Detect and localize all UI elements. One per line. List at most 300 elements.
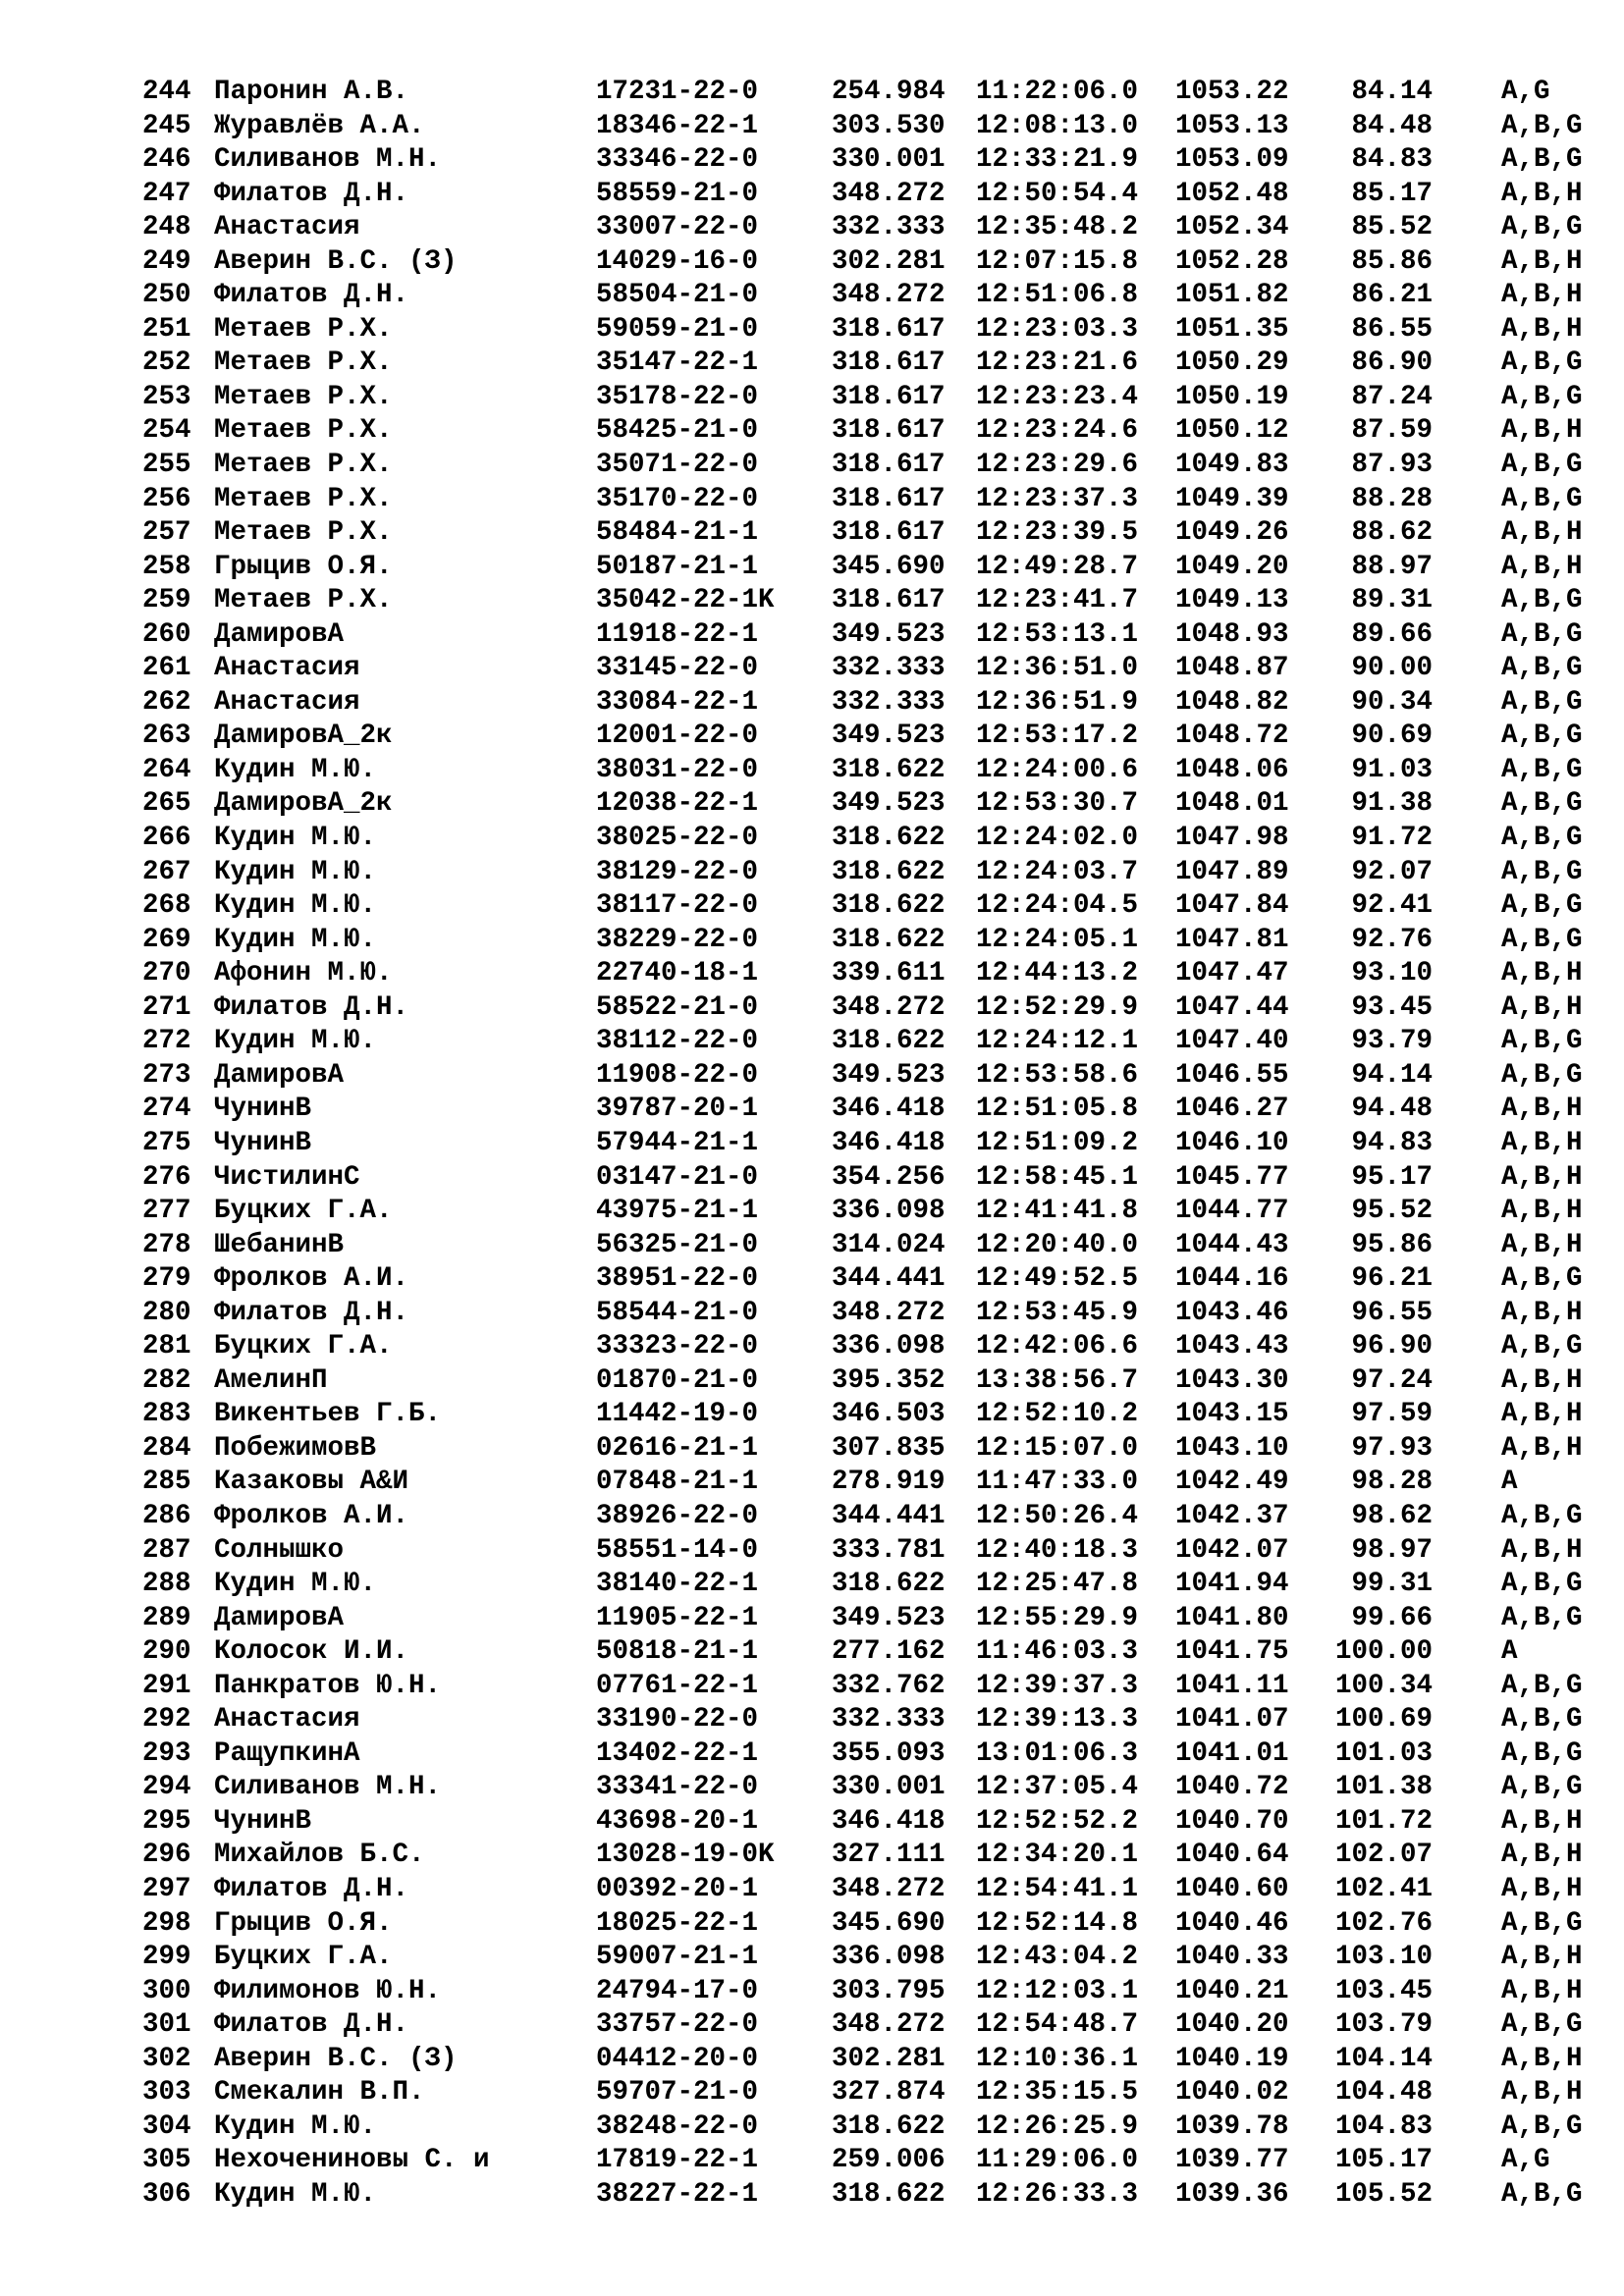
row-speed: 1039.78 bbox=[1175, 2110, 1289, 2142]
row-arrival-time: 12:23:41.7 bbox=[976, 585, 1139, 616]
row-speed: 1047.40 bbox=[1175, 1026, 1289, 1057]
row-arrival-time: 12:36:51.9 bbox=[976, 686, 1139, 718]
table-row bbox=[142, 686, 1583, 721]
row-fancier-name: Нехочениновы С. и bbox=[214, 2145, 490, 2176]
row-distance: 346.418 bbox=[832, 1805, 946, 1837]
row-position: 254 bbox=[142, 415, 191, 447]
row-position: 303 bbox=[142, 2077, 191, 2109]
row-distance: 349.523 bbox=[832, 721, 946, 752]
row-speed: 1053.09 bbox=[1175, 144, 1289, 176]
row-arrival-time: 12:42:06.6 bbox=[976, 1331, 1139, 1362]
row-position: 259 bbox=[142, 585, 191, 616]
row-class-codes: A,B,H bbox=[1501, 313, 1583, 345]
table-row bbox=[142, 2110, 1583, 2145]
table-row bbox=[142, 1059, 1583, 1094]
row-fancier-name: Казаковы А&И bbox=[214, 1467, 409, 1498]
row-ring-number: 02616-21-1 bbox=[596, 1432, 759, 1464]
table-row bbox=[142, 1873, 1583, 1907]
row-class-codes: A,B,G bbox=[1501, 856, 1583, 887]
row-speed: 1048.06 bbox=[1175, 754, 1289, 785]
row-ring-number: 57944-21-1 bbox=[596, 1127, 759, 1158]
table-row bbox=[142, 889, 1583, 924]
row-coefficient: 85.52 bbox=[1335, 212, 1434, 243]
table-row bbox=[142, 143, 1583, 178]
row-distance: 336.098 bbox=[832, 1196, 946, 1227]
row-speed: 1041.94 bbox=[1175, 1569, 1289, 1600]
row-ring-number: 18025-22-1 bbox=[596, 1907, 759, 1939]
row-class-codes: A,B,G bbox=[1501, 1331, 1583, 1362]
row-speed: 1048.72 bbox=[1175, 721, 1289, 752]
row-distance: 332.333 bbox=[832, 212, 946, 243]
row-speed: 1052.34 bbox=[1175, 212, 1289, 243]
row-speed: 1040.60 bbox=[1175, 1873, 1289, 1904]
row-class-codes: A,B,H bbox=[1501, 1840, 1583, 1871]
row-ring-number: 38951-22-0 bbox=[596, 1263, 759, 1295]
row-ring-number: 38031-22-0 bbox=[596, 754, 759, 785]
row-arrival-time: 12:51:05.8 bbox=[976, 1094, 1139, 1125]
row-ring-number: 50818-21-1 bbox=[596, 1636, 759, 1668]
row-coefficient: 102.41 bbox=[1335, 1873, 1434, 1904]
row-coefficient: 90.00 bbox=[1335, 653, 1434, 684]
row-position: 277 bbox=[142, 1196, 191, 1227]
row-fancier-name: ЧунинВ bbox=[214, 1127, 312, 1158]
row-distance: 318.622 bbox=[832, 1026, 946, 1057]
table-row bbox=[142, 584, 1583, 618]
row-speed: 1046.55 bbox=[1175, 1059, 1289, 1091]
table-row bbox=[142, 1568, 1583, 1602]
row-speed: 1040.20 bbox=[1175, 2009, 1289, 2041]
row-ring-number: 17819-22-1 bbox=[596, 2145, 759, 2176]
table-row bbox=[142, 178, 1583, 212]
row-speed: 1042.37 bbox=[1175, 1500, 1289, 1531]
row-distance: 330.001 bbox=[832, 144, 946, 176]
row-speed: 1040.33 bbox=[1175, 1942, 1289, 1973]
row-speed: 1043.30 bbox=[1175, 1364, 1289, 1396]
row-distance: 318.622 bbox=[832, 2110, 946, 2142]
row-class-codes: A,B,H bbox=[1501, 1399, 1583, 1430]
row-position: 261 bbox=[142, 653, 191, 684]
table-row bbox=[142, 1534, 1583, 1569]
table-row bbox=[142, 2076, 1583, 2110]
row-speed: 1040.70 bbox=[1175, 1805, 1289, 1837]
row-ring-number: 58522-21-0 bbox=[596, 991, 759, 1023]
row-class-codes: A bbox=[1501, 1467, 1518, 1498]
table-row bbox=[142, 1195, 1583, 1229]
row-coefficient: 87.93 bbox=[1335, 450, 1434, 481]
row-class-codes: A bbox=[1501, 1636, 1518, 1668]
row-ring-number: 59059-21-0 bbox=[596, 313, 759, 345]
row-speed: 1047.84 bbox=[1175, 890, 1289, 922]
row-distance: 327.111 bbox=[832, 1840, 946, 1871]
row-fancier-name: Метаев Р.Х. bbox=[214, 585, 393, 616]
row-ring-number: 38025-22-0 bbox=[596, 823, 759, 854]
row-coefficient: 99.31 bbox=[1335, 1569, 1434, 1600]
row-coefficient: 92.41 bbox=[1335, 890, 1434, 922]
row-speed: 1049.20 bbox=[1175, 551, 1289, 582]
row-arrival-time: 12:24:00.6 bbox=[976, 754, 1139, 785]
row-arrival-time: 12:50:54.4 bbox=[976, 178, 1139, 209]
row-position: 272 bbox=[142, 1026, 191, 1057]
row-arrival-time: 12:23:23.4 bbox=[976, 381, 1139, 412]
row-coefficient: 103.79 bbox=[1335, 2009, 1434, 2041]
row-coefficient: 102.07 bbox=[1335, 1840, 1434, 1871]
row-speed: 1047.98 bbox=[1175, 823, 1289, 854]
row-coefficient: 99.66 bbox=[1335, 1602, 1434, 1633]
row-coefficient: 105.17 bbox=[1335, 2145, 1434, 2176]
row-class-codes: A,B,H bbox=[1501, 1942, 1583, 1973]
row-arrival-time: 12:53:45.9 bbox=[976, 1297, 1139, 1328]
row-coefficient: 100.00 bbox=[1335, 1636, 1434, 1668]
row-position: 265 bbox=[142, 788, 191, 820]
row-coefficient: 100.69 bbox=[1335, 1704, 1434, 1735]
row-coefficient: 94.14 bbox=[1335, 1059, 1434, 1091]
row-position: 305 bbox=[142, 2145, 191, 2176]
row-coefficient: 84.14 bbox=[1335, 77, 1434, 107]
row-fancier-name: Колосок И.И. bbox=[214, 1636, 409, 1668]
row-position: 289 bbox=[142, 1602, 191, 1633]
row-class-codes: A,B,G bbox=[1501, 450, 1583, 481]
row-speed: 1048.01 bbox=[1175, 788, 1289, 820]
row-fancier-name: Паронин А.В. bbox=[214, 77, 409, 107]
row-fancier-name: ДамировА_2к bbox=[214, 721, 393, 752]
row-coefficient: 88.62 bbox=[1335, 517, 1434, 549]
row-speed: 1051.82 bbox=[1175, 280, 1289, 311]
row-speed: 1046.10 bbox=[1175, 1127, 1289, 1158]
table-row bbox=[142, 1703, 1583, 1737]
row-fancier-name: Филатов Д.Н. bbox=[214, 2009, 409, 2041]
row-distance: 346.418 bbox=[832, 1094, 946, 1125]
row-class-codes: A,B,H bbox=[1501, 178, 1583, 209]
results-table bbox=[142, 76, 1583, 2212]
row-ring-number: 22740-18-1 bbox=[596, 958, 759, 989]
table-row bbox=[142, 381, 1583, 415]
row-position: 299 bbox=[142, 1942, 191, 1973]
row-arrival-time: 13:38:56.7 bbox=[976, 1364, 1139, 1396]
table-row bbox=[142, 1364, 1583, 1399]
row-coefficient: 96.90 bbox=[1335, 1331, 1434, 1362]
row-coefficient: 86.21 bbox=[1335, 280, 1434, 311]
row-fancier-name: Анастасия bbox=[214, 212, 360, 243]
row-arrival-time: 12:52:52.2 bbox=[976, 1805, 1139, 1837]
row-position: 304 bbox=[142, 2110, 191, 2142]
row-position: 249 bbox=[142, 245, 191, 277]
row-position: 294 bbox=[142, 1772, 191, 1803]
row-fancier-name: ДамировА bbox=[214, 1602, 345, 1633]
row-speed: 1040.64 bbox=[1175, 1840, 1289, 1871]
row-coefficient: 97.24 bbox=[1335, 1364, 1434, 1396]
row-speed: 1046.27 bbox=[1175, 1094, 1289, 1125]
row-ring-number: 35147-22-1 bbox=[596, 347, 759, 379]
row-ring-number: 11442-19-0 bbox=[596, 1399, 759, 1430]
row-distance: 318.617 bbox=[832, 313, 946, 345]
row-position: 262 bbox=[142, 686, 191, 718]
row-distance: 277.162 bbox=[832, 1636, 946, 1668]
row-position: 287 bbox=[142, 1534, 191, 1566]
row-coefficient: 91.03 bbox=[1335, 754, 1434, 785]
row-speed: 1050.19 bbox=[1175, 381, 1289, 412]
row-fancier-name: Анастасия bbox=[214, 1704, 360, 1735]
row-fancier-name: Викентьев Г.Б. bbox=[214, 1399, 442, 1430]
row-coefficient: 103.10 bbox=[1335, 1942, 1434, 1973]
row-arrival-time: 12:36:51.0 bbox=[976, 653, 1139, 684]
table-row bbox=[142, 754, 1583, 788]
row-arrival-time: 12:07:15.8 bbox=[976, 245, 1139, 277]
row-ring-number: 56325-21-0 bbox=[596, 1229, 759, 1260]
row-distance: 302.281 bbox=[832, 2043, 946, 2074]
row-position: 244 bbox=[142, 77, 191, 107]
row-class-codes: A,B,G bbox=[1501, 686, 1583, 718]
row-arrival-time: 12:49:28.7 bbox=[976, 551, 1139, 582]
table-row bbox=[142, 551, 1583, 585]
row-class-codes: A,B,H bbox=[1501, 1161, 1583, 1193]
row-class-codes: A,B,G bbox=[1501, 1907, 1583, 1939]
row-position: 271 bbox=[142, 991, 191, 1023]
row-arrival-time: 12:23:03.3 bbox=[976, 313, 1139, 345]
table-row bbox=[142, 991, 1583, 1026]
row-class-codes: A,B,G bbox=[1501, 585, 1583, 616]
row-fancier-name: ДамировА bbox=[214, 1059, 345, 1091]
row-coefficient: 93.10 bbox=[1335, 958, 1434, 989]
row-arrival-time: 12:51:06.8 bbox=[976, 280, 1139, 311]
row-position: 273 bbox=[142, 1059, 191, 1091]
row-position: 291 bbox=[142, 1670, 191, 1701]
row-class-codes: A,B,G bbox=[1501, 1704, 1583, 1735]
row-arrival-time: 11:29:06.0 bbox=[976, 2145, 1139, 2176]
row-fancier-name: Грыцив О.Я. bbox=[214, 551, 393, 582]
row-distance: 318.622 bbox=[832, 823, 946, 854]
row-position: 296 bbox=[142, 1840, 191, 1871]
row-position: 295 bbox=[142, 1805, 191, 1837]
row-coefficient: 104.48 bbox=[1335, 2077, 1434, 2109]
row-coefficient: 84.83 bbox=[1335, 144, 1434, 176]
row-arrival-time: 12:52:14.8 bbox=[976, 1907, 1139, 1939]
row-coefficient: 88.97 bbox=[1335, 551, 1434, 582]
row-ring-number: 33346-22-0 bbox=[596, 144, 759, 176]
row-position: 266 bbox=[142, 823, 191, 854]
row-class-codes: A,B,G bbox=[1501, 1059, 1583, 1091]
row-distance: 303.795 bbox=[832, 1975, 946, 2006]
row-position: 274 bbox=[142, 1094, 191, 1125]
row-fancier-name: Анастасия bbox=[214, 686, 360, 718]
row-distance: 318.622 bbox=[832, 2178, 946, 2210]
row-arrival-time: 12:39:13.3 bbox=[976, 1704, 1139, 1735]
row-ring-number: 58551-14-0 bbox=[596, 1534, 759, 1566]
row-arrival-time: 12:55:29.9 bbox=[976, 1602, 1139, 1633]
row-ring-number: 38229-22-0 bbox=[596, 924, 759, 955]
row-arrival-time: 13:01:06.3 bbox=[976, 1737, 1139, 1769]
row-distance: 332.762 bbox=[832, 1670, 946, 1701]
row-position: 288 bbox=[142, 1569, 191, 1600]
row-class-codes: A,B,G bbox=[1501, 212, 1583, 243]
row-arrival-time: 11:22:06.0 bbox=[976, 77, 1139, 107]
row-speed: 1048.82 bbox=[1175, 686, 1289, 718]
row-position: 306 bbox=[142, 2178, 191, 2210]
row-fancier-name: Метаев Р.Х. bbox=[214, 483, 393, 514]
row-speed: 1052.28 bbox=[1175, 245, 1289, 277]
row-distance: 349.523 bbox=[832, 618, 946, 650]
row-class-codes: A,B,H bbox=[1501, 1127, 1583, 1158]
row-arrival-time: 11:46:03.3 bbox=[976, 1636, 1139, 1668]
table-row bbox=[142, 110, 1583, 144]
row-speed: 1052.48 bbox=[1175, 178, 1289, 209]
row-fancier-name: Кудин М.Ю. bbox=[214, 856, 377, 887]
row-coefficient: 98.28 bbox=[1335, 1467, 1434, 1498]
row-speed: 1041.07 bbox=[1175, 1704, 1289, 1735]
row-fancier-name: Кудин М.Ю. bbox=[214, 754, 377, 785]
row-speed: 1040.21 bbox=[1175, 1975, 1289, 2006]
row-ring-number: 00392-20-1 bbox=[596, 1873, 759, 1904]
row-fancier-name: РащупкинА bbox=[214, 1737, 360, 1769]
row-speed: 1048.93 bbox=[1175, 618, 1289, 650]
row-distance: 345.690 bbox=[832, 551, 946, 582]
row-distance: 259.006 bbox=[832, 2145, 946, 2176]
row-distance: 348.272 bbox=[832, 280, 946, 311]
row-fancier-name: Метаев Р.Х. bbox=[214, 415, 393, 447]
row-fancier-name: Михайлов Б.С. bbox=[214, 1840, 425, 1871]
row-arrival-time: 12:44:13.2 bbox=[976, 958, 1139, 989]
row-fancier-name: Фролков А.И. bbox=[214, 1500, 409, 1531]
row-speed: 1050.29 bbox=[1175, 347, 1289, 379]
row-fancier-name: Кудин М.Ю. bbox=[214, 924, 377, 955]
row-arrival-time: 12:52:10.2 bbox=[976, 1399, 1139, 1430]
row-arrival-time: 12:26:33.3 bbox=[976, 2178, 1139, 2210]
row-speed: 1047.89 bbox=[1175, 856, 1289, 887]
table-row bbox=[142, 76, 1550, 110]
row-distance: 332.333 bbox=[832, 1704, 946, 1735]
table-row bbox=[142, 1432, 1583, 1467]
row-coefficient: 94.48 bbox=[1335, 1094, 1434, 1125]
row-speed: 1047.81 bbox=[1175, 924, 1289, 955]
row-ring-number: 38926-22-0 bbox=[596, 1500, 759, 1531]
row-arrival-time: 12:54:41.1 bbox=[976, 1873, 1139, 1904]
row-distance: 348.272 bbox=[832, 1297, 946, 1328]
row-ring-number: 04412-20-0 bbox=[596, 2043, 759, 2074]
row-distance: 318.617 bbox=[832, 483, 946, 514]
row-class-codes: A,B,G bbox=[1501, 381, 1583, 412]
row-class-codes: A,B,H bbox=[1501, 1975, 1583, 2006]
row-fancier-name: Кудин М.Ю. bbox=[214, 2178, 377, 2210]
row-position: 301 bbox=[142, 2009, 191, 2041]
row-position: 264 bbox=[142, 754, 191, 785]
row-class-codes: A,B,G bbox=[1501, 653, 1583, 684]
table-row bbox=[142, 1839, 1583, 1873]
row-coefficient: 89.31 bbox=[1335, 585, 1434, 616]
row-fancier-name: Филатов Д.Н. bbox=[214, 1297, 409, 1328]
row-fancier-name: ЧунинВ bbox=[214, 1805, 312, 1837]
row-speed: 1044.16 bbox=[1175, 1263, 1289, 1295]
row-position: 247 bbox=[142, 178, 191, 209]
row-fancier-name: Метаев Р.Х. bbox=[214, 313, 393, 345]
row-speed: 1039.77 bbox=[1175, 2145, 1289, 2176]
table-row bbox=[142, 924, 1583, 958]
row-speed: 1042.49 bbox=[1175, 1467, 1289, 1498]
table-row bbox=[142, 618, 1583, 653]
row-coefficient: 96.55 bbox=[1335, 1297, 1434, 1328]
row-position: 300 bbox=[142, 1975, 191, 2006]
row-distance: 254.984 bbox=[832, 77, 946, 107]
row-coefficient: 101.38 bbox=[1335, 1772, 1434, 1803]
row-coefficient: 87.59 bbox=[1335, 415, 1434, 447]
row-class-codes: A,B,H bbox=[1501, 2077, 1583, 2109]
row-ring-number: 58425-21-0 bbox=[596, 415, 759, 447]
row-distance: 355.093 bbox=[832, 1737, 946, 1769]
row-coefficient: 92.76 bbox=[1335, 924, 1434, 955]
row-fancier-name: Фролков А.И. bbox=[214, 1263, 409, 1295]
row-distance: 332.333 bbox=[832, 686, 946, 718]
row-position: 257 bbox=[142, 517, 191, 549]
row-fancier-name: Буцких Г.А. bbox=[214, 1331, 393, 1362]
row-class-codes: A,B,G bbox=[1501, 618, 1583, 650]
row-class-codes: A,B,G bbox=[1501, 347, 1583, 379]
row-fancier-name: Аверин В.С. (З) bbox=[214, 2043, 458, 2074]
row-distance: 345.690 bbox=[832, 1907, 946, 1939]
row-distance: 318.617 bbox=[832, 517, 946, 549]
row-distance: 348.272 bbox=[832, 2009, 946, 2041]
row-ring-number: 18346-22-1 bbox=[596, 110, 759, 141]
row-speed: 1043.43 bbox=[1175, 1331, 1289, 1362]
row-class-codes: A,B,H bbox=[1501, 517, 1583, 549]
table-row bbox=[142, 1161, 1583, 1196]
row-coefficient: 94.83 bbox=[1335, 1127, 1434, 1158]
table-row bbox=[142, 1907, 1583, 1942]
row-coefficient: 101.72 bbox=[1335, 1805, 1434, 1837]
row-ring-number: 38129-22-0 bbox=[596, 856, 759, 887]
row-ring-number: 24794-17-0 bbox=[596, 1975, 759, 2006]
row-speed: 1041.75 bbox=[1175, 1636, 1289, 1668]
row-class-codes: A,B,G bbox=[1501, 144, 1583, 176]
table-row bbox=[142, 1670, 1583, 1704]
row-position: 284 bbox=[142, 1432, 191, 1464]
row-fancier-name: Смекалин В.П. bbox=[214, 2077, 425, 2109]
row-class-codes: A,B,H bbox=[1501, 1805, 1583, 1837]
row-coefficient: 102.76 bbox=[1335, 1907, 1434, 1939]
row-class-codes: A,B,G bbox=[1501, 754, 1583, 785]
table-row bbox=[142, 1398, 1583, 1432]
row-fancier-name: Метаев Р.Х. bbox=[214, 450, 393, 481]
row-class-codes: A,B,G bbox=[1501, 483, 1583, 514]
row-ring-number: 17231-22-0 bbox=[596, 77, 759, 107]
row-speed: 1049.83 bbox=[1175, 450, 1289, 481]
row-fancier-name: ДамировА bbox=[214, 618, 345, 650]
row-fancier-name: ЧунинВ bbox=[214, 1094, 312, 1125]
table-row bbox=[142, 279, 1583, 313]
row-arrival-time: 12:52:29.9 bbox=[976, 991, 1139, 1023]
row-coefficient: 88.28 bbox=[1335, 483, 1434, 514]
row-ring-number: 07848-21-1 bbox=[596, 1467, 759, 1498]
row-distance: 348.272 bbox=[832, 991, 946, 1023]
row-speed: 1049.13 bbox=[1175, 585, 1289, 616]
row-class-codes: A,B,H bbox=[1501, 1297, 1583, 1328]
row-arrival-time: 12:41:41.8 bbox=[976, 1196, 1139, 1227]
row-position: 246 bbox=[142, 144, 191, 176]
row-position: 268 bbox=[142, 890, 191, 922]
row-fancier-name: Солнышко bbox=[214, 1534, 345, 1566]
row-fancier-name: Анастасия bbox=[214, 653, 360, 684]
row-ring-number: 58504-21-0 bbox=[596, 280, 759, 311]
row-arrival-time: 12:58:45.1 bbox=[976, 1161, 1139, 1193]
row-arrival-time: 12:24:02.0 bbox=[976, 823, 1139, 854]
row-distance: 349.523 bbox=[832, 1602, 946, 1633]
table-row bbox=[142, 1941, 1583, 1975]
row-fancier-name: Силиванов М.Н. bbox=[214, 1772, 442, 1803]
row-arrival-time: 12:24:12.1 bbox=[976, 1026, 1139, 1057]
row-class-codes: A,B,G bbox=[1501, 1500, 1583, 1531]
row-coefficient: 103.45 bbox=[1335, 1975, 1434, 2006]
row-speed: 1043.15 bbox=[1175, 1399, 1289, 1430]
row-ring-number: 38112-22-0 bbox=[596, 1026, 759, 1057]
row-arrival-time: 12:24:05.1 bbox=[976, 924, 1139, 955]
table-row bbox=[142, 822, 1583, 856]
